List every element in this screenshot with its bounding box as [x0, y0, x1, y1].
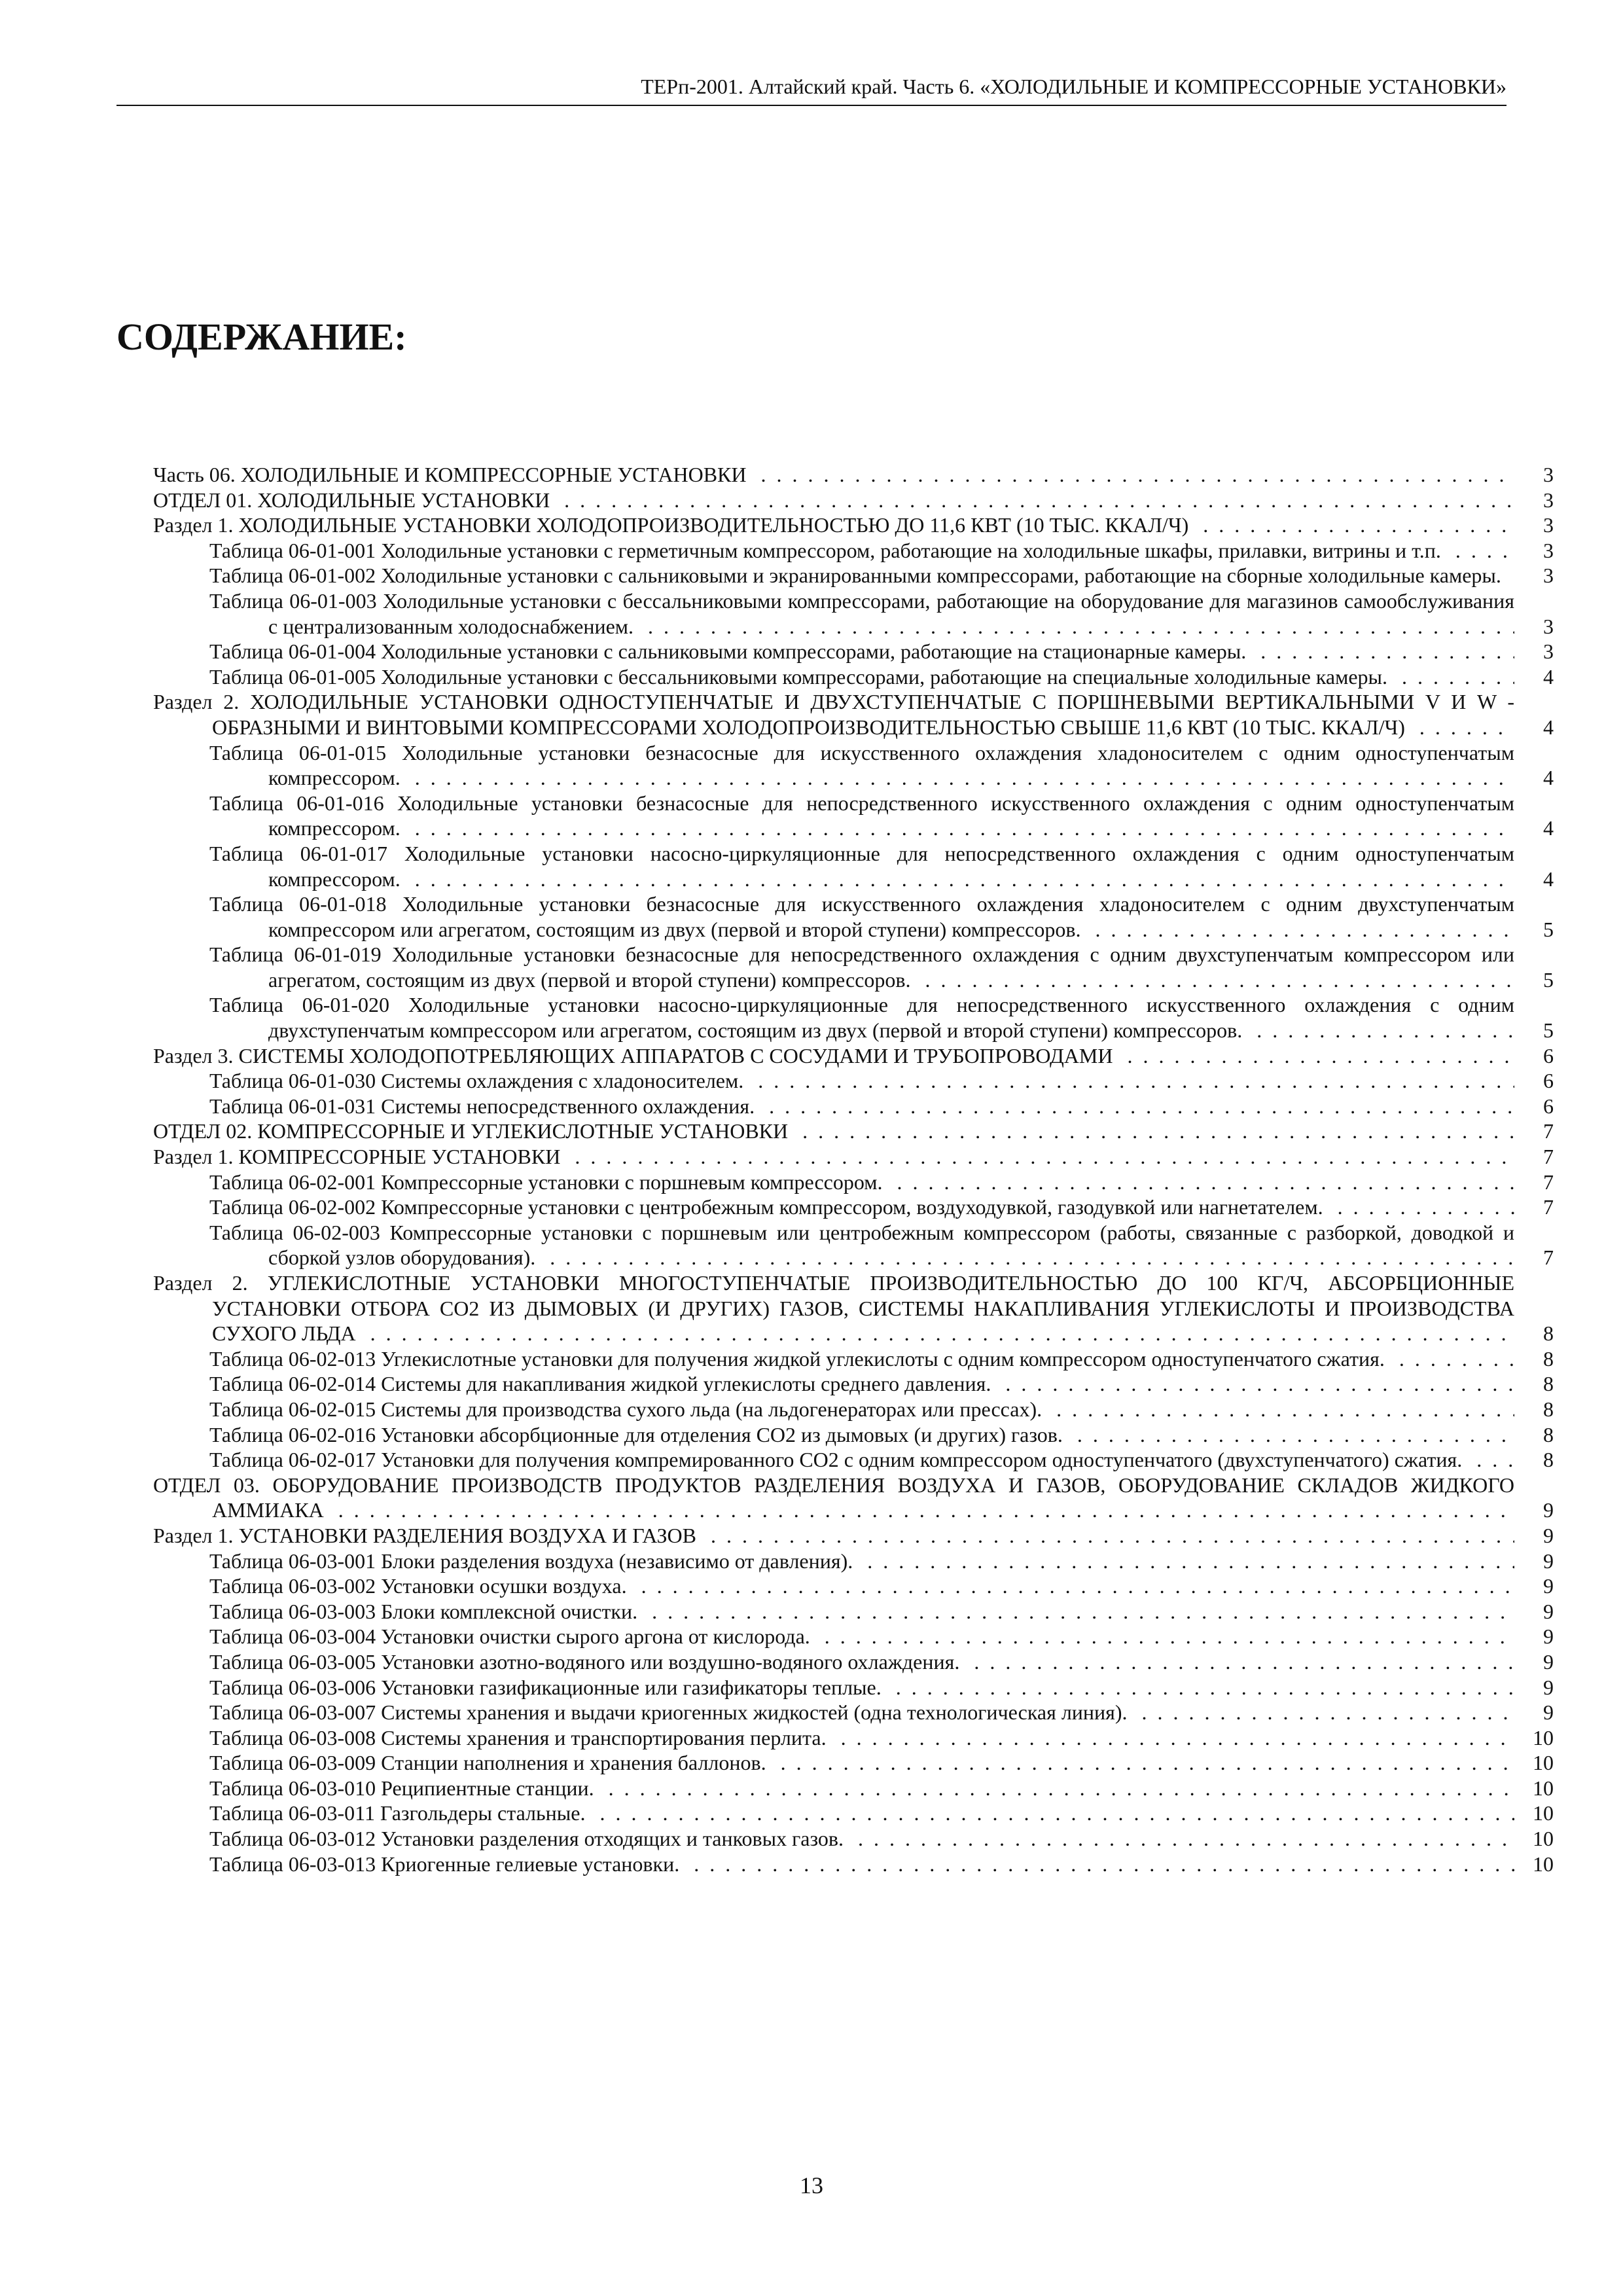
toc-entry-title: Таблица 06-03-008 Системы хранения и транспортирования перлита.	[209, 1726, 830, 1749]
toc-entry-page: 6	[1543, 1069, 1554, 1093]
toc-table-entry[interactable]	[153, 942, 1554, 992]
toc-table-entry[interactable]	[153, 664, 1554, 690]
toc-entry-page: 7	[1543, 1170, 1554, 1194]
toc-entry-title: Таблица 06-02-002 Компрессорные установки с центробежным компрессором, воздуходувкой, газодувкой или нагнетателем.	[209, 1195, 1327, 1219]
toc-table-entry[interactable]	[153, 1750, 1554, 1776]
toc-entry-page: 5	[1543, 1018, 1554, 1043]
toc-table-entry[interactable]	[153, 1801, 1554, 1826]
toc-table-entry[interactable]	[153, 992, 1554, 1043]
toc-entry-title: Таблица 06-01-001 Холодильные установки с герметичным компрессором, работающие на холодильные шкафы, прилавки, витрины и т.п.	[209, 539, 1445, 562]
toc-entry-page: 9	[1543, 1549, 1554, 1573]
toc-entry-title: Таблица 06-01-018 Холодильные установки безнасосные для искусственного охлаждения хладоносителем с одним двухступенчатым компрессором или агрегатом, состоящим из двух (первой и второй ступени) компрессоров.	[209, 892, 1514, 941]
toc-section-entry[interactable]	[153, 462, 1554, 488]
toc-entry-page: 7	[1543, 1195, 1554, 1219]
toc-table-entry[interactable]	[153, 791, 1554, 841]
toc-entry-title: Таблица 06-03-010 Реципиентные станции.	[209, 1776, 598, 1800]
toc-entry-page: 10	[1533, 1776, 1554, 1800]
toc-table-entry[interactable]	[153, 563, 1554, 588]
toc-entry-title: Таблица 06-02-001 Компрессорные установки с поршневым компрессором.	[209, 1170, 887, 1194]
toc-entry-page: 3	[1543, 513, 1554, 537]
toc-entry-page: 3	[1543, 614, 1554, 638]
toc-entry-page: 8	[1543, 1321, 1554, 1346]
toc-table-entry[interactable]	[153, 1725, 1554, 1751]
toc-entry-page: 9	[1543, 1624, 1554, 1649]
toc-entry-page: 3	[1543, 463, 1554, 486]
toc-entry-title: Таблица 06-03-004 Установки очистки сырого аргона от кислорода.	[209, 1624, 814, 1648]
toc-section-entry[interactable]	[153, 689, 1554, 740]
toc-table-entry[interactable]	[153, 1068, 1554, 1094]
toc-section-entry[interactable]	[153, 512, 1554, 538]
toc-section-entry[interactable]	[153, 1119, 1554, 1144]
toc-entry-title: Таблица 06-01-031 Системы непосредственного охлаждения.	[209, 1094, 758, 1118]
toc-entry-title: Таблица 06-02-014 Системы для накапливания жидкой углекислоты среднего давления.	[209, 1372, 995, 1395]
toc-table-entry[interactable]	[153, 1624, 1554, 1649]
toc-table-entry[interactable]	[153, 1700, 1554, 1725]
toc-entry-page: 3	[1543, 538, 1554, 562]
toc-table-entry[interactable]	[153, 1397, 1554, 1422]
toc-table-entry[interactable]	[153, 1170, 1554, 1195]
toc-table-entry[interactable]	[153, 1776, 1554, 1801]
toc-section-entry[interactable]	[153, 1144, 1554, 1170]
toc-entry-page: 8	[1543, 1372, 1554, 1396]
toc-table-entry[interactable]	[153, 891, 1554, 942]
toc-entry-title: Таблица 06-02-015 Системы для производства сухого льда (на льдогенераторах или прессах).	[209, 1397, 1046, 1421]
toc-entry-page: 9	[1543, 1675, 1554, 1699]
toc-entry-title: Таблица 06-01-030 Системы охлаждения с хладоносителем.	[209, 1069, 747, 1092]
toc-entry-title: Раздел 1. УСТАНОВКИ РАЗДЕЛЕНИЯ ВОЗДУХА И ГАЗОВ	[153, 1524, 700, 1547]
toc-entry-page: 4	[1543, 766, 1554, 790]
toc-table-entry[interactable]	[153, 1549, 1554, 1574]
toc-entry-page: 7	[1543, 1119, 1554, 1143]
toc-entry-page: 8	[1543, 1397, 1554, 1421]
toc-entry-page: 5	[1543, 917, 1554, 941]
toc-entry-page: 4	[1543, 867, 1554, 891]
toc-entry-page: 3	[1543, 564, 1554, 588]
toc-entry-page: 9	[1543, 1599, 1554, 1623]
toc-table-entry[interactable]	[153, 538, 1554, 564]
toc-entry-title: Раздел 2. ХОЛОДИЛЬНЫЕ УСТАНОВКИ ОДНОСТУПЕНЧАТЫЕ И ДВУХСТУПЕНЧАТЫЕ С ПОРШНЕВЫМИ ВЕРТИКАЛЬНЫМИ V И W - ОБРАЗНЫМИ И ВИНТОВЫМИ КОМПРЕССОРАМИ ХОЛОДОПРОИЗВОДИТЕЛЬНОСТЬЮ СВЫШЕ 11,6 КВТ (10 ТЫС. ККАЛ/Ч)	[153, 690, 1514, 739]
toc-entry-title: Таблица 06-01-020 Холодильные установки насосно-циркуляционные для непосредственного искусственного охлаждения с одним двухступенчатым компрессором или агрегатом, состоящим из двух (первой и второй ступени) компрессоров.	[209, 993, 1514, 1043]
running-header: ТЕРп-2001. Алтайский край. Часть 6. «ХОЛОДИЛЬНЫЕ И КОМПРЕССОРНЫЕ УСТАНОВКИ»	[641, 75, 1507, 98]
toc-table-entry[interactable]	[153, 1194, 1554, 1220]
toc-entry-title: Таблица 06-01-005 Холодильные установки с бессальниковыми компрессорами, работающие на специальные холодильные камеры.	[209, 665, 1391, 689]
toc-entry-page: 8	[1543, 1422, 1554, 1446]
toc-entry-title: ОТДЕЛ 03. ОБОРУДОВАНИЕ ПРОИЗВОДСТВ ПРОДУКТОВ РАЗДЕЛЕНИЯ ВОЗДУХА И ГАЗОВ, ОБОРУДОВАНИЕ СКЛАДОВ ЖИДКОГО АММИАКА	[153, 1473, 1514, 1522]
toc-section-entry[interactable]	[153, 1270, 1554, 1346]
toc-entry-title: Таблица 06-03-006 Установки газификационные или газификаторы теплые.	[209, 1676, 885, 1699]
toc-entry-page: 8	[1543, 1346, 1554, 1371]
toc-entry-page: 10	[1533, 1827, 1554, 1851]
toc-table-entry[interactable]	[153, 841, 1554, 891]
toc-entry-page: 9	[1543, 1498, 1554, 1522]
toc-entry-title: Таблица 06-03-003 Блоки комплексной очистки.	[209, 1600, 641, 1623]
toc-entry-title: Таблица 06-02-017 Установки для получения компремированного СО2 с одним компрессором одноступенчатого (двухступенчатого) сжатия.	[209, 1448, 1466, 1471]
toc-table-entry[interactable]	[153, 1852, 1554, 1877]
table-of-contents	[153, 462, 1554, 1876]
toc-table-entry[interactable]	[153, 588, 1554, 639]
toc-entry-page: 9	[1543, 1574, 1554, 1598]
toc-entry-title: Таблица 06-01-015 Холодильные установки безнасосные для искусственного охлаждения хладоносителем с одним одноступенчатым компрессором.	[209, 740, 1514, 790]
toc-entry-title: ОТДЕЛ 02. КОМПРЕССОРНЫЕ И УГЛЕКИСЛОТНЫЕ УСТАНОВКИ	[153, 1119, 792, 1143]
toc-table-entry[interactable]	[153, 1220, 1554, 1270]
page-number: 13	[800, 2172, 823, 2198]
toc-entry-title: Таблица 06-02-016 Установки абсорбционные для отделения СО2 из дымовых (и других) газов.	[209, 1423, 1067, 1446]
toc-entry-page: 5	[1543, 967, 1554, 992]
toc-entry-page: 6	[1543, 1094, 1554, 1118]
toc-table-entry[interactable]	[153, 1371, 1554, 1397]
toc-entry-title: Раздел 1. ХОЛОДИЛЬНЫЕ УСТАНОВКИ ХОЛОДОПРОИЗВОДИТЕЛЬНОСТЬЮ ДО 11,6 КВТ (10 ТЫС. ККАЛ/Ч)	[153, 513, 1192, 537]
toc-table-entry[interactable]	[153, 1675, 1554, 1700]
toc-table-entry[interactable]	[153, 1573, 1554, 1599]
toc-entry-page: 7	[1543, 1246, 1554, 1270]
toc-table-entry[interactable]	[153, 1649, 1554, 1675]
toc-entry-page: 10	[1533, 1852, 1554, 1876]
toc-heading: СОДЕРЖАНИЕ:	[116, 315, 407, 358]
toc-entry-page: 4	[1543, 816, 1554, 840]
toc-section-entry[interactable]	[153, 1043, 1554, 1069]
toc-entry-title: Таблица 06-01-017 Холодильные установки насосно-циркуляционные для непосредственного охлаждения с одним одноступенчатым компрессором.	[209, 841, 1514, 891]
toc-table-entry[interactable]	[153, 639, 1554, 664]
toc-entry-title: ОТДЕЛ 01. ХОЛОДИЛЬНЫЕ УСТАНОВКИ	[153, 488, 554, 512]
toc-entry-page: 4	[1543, 715, 1554, 739]
toc-table-entry[interactable]	[153, 1346, 1554, 1372]
toc-section-entry[interactable]	[153, 1473, 1554, 1523]
toc-entry-title: Таблица 06-01-019 Холодильные установки безнасосные для непосредственного охлаждения с одним двухступенчатым компрессором или агрегатом, состоящим из двух (первой и второй ступени) компрессоров.	[209, 942, 1514, 992]
toc-table-entry[interactable]	[153, 1422, 1554, 1448]
toc-entry-page: 7	[1543, 1145, 1554, 1169]
toc-entry-page: 10	[1533, 1725, 1554, 1749]
toc-entry-page: 10	[1533, 1751, 1554, 1775]
toc-table-entry[interactable]	[153, 1447, 1554, 1473]
toc-entry-title: Таблица 06-03-005 Установки азотно-водяного или воздушно-водяного охлаждения.	[209, 1650, 963, 1674]
toc-entry-title: Раздел 3. СИСТЕМЫ ХОЛОДОПОТРЕБЛЯЮЩИХ АППАРАТОВ С СОСУДАМИ И ТРУБОПРОВОДАМИ	[153, 1044, 1116, 1067]
toc-entry-title: Таблица 06-01-002 Холодильные установки с сальниковыми и экранированными компрессорами, работающие на сборные холодильные камеры.	[209, 564, 1505, 587]
toc-entry-title: Таблица 06-02-013 Углекислотные установки для получения жидкой углекислоты с одним компрессором одноступенчатого сжатия.	[209, 1347, 1389, 1371]
header-rule	[116, 105, 1507, 106]
toc-entry-page: 10	[1533, 1801, 1554, 1825]
toc-entry-title: Часть 06. ХОЛОДИЛЬНЫЕ И КОМПРЕССОРНЫЕ УСТАНОВКИ	[153, 463, 750, 486]
toc-entry-title: Таблица 06-03-007 Системы хранения и выдачи криогенных жидкостей (одна технологическая линия).	[209, 1700, 1132, 1724]
toc-entry-title: Раздел 2. УГЛЕКИСЛОТНЫЕ УСТАНОВКИ МНОГОСТУПЕНЧАТЫЕ ПРОИЗВОДИТЕЛЬНОСТЬЮ ДО 100 КГ/Ч, АБСОРБЦИОННЫЕ УСТАНОВКИ ОТБОРА СО2 ИЗ ДЫМОВЫХ (И ДРУГИХ) ГАЗОВ, СИСТЕМЫ НАКАПЛИВАНИЯ УГЛЕКИСЛОТЫ И ПРОИЗВОДСТВА СУХОГО ЛЬДА	[153, 1271, 1514, 1346]
toc-table-entry[interactable]	[153, 1826, 1554, 1852]
toc-entry-page: 9	[1543, 1523, 1554, 1547]
toc-entry-title: Раздел 1. КОМПРЕССОРНЫЕ УСТАНОВКИ	[153, 1145, 564, 1168]
toc-entry-title: Таблица 06-01-004 Холодильные установки с сальниковыми компрессорами, работающие на стационарные камеры.	[209, 639, 1250, 663]
toc-table-entry[interactable]	[153, 740, 1554, 791]
toc-entry-title: Таблица 06-01-003 Холодильные установки с бессальниковыми компрессорами, работающие на оборудование для магазинов самообслуживания с централизованным холодоснабжением.	[209, 588, 1514, 638]
toc-entry-title: Таблица 06-01-016 Холодильные установки безнасосные для непосредственного искусственного охлаждения с одним одноступенчатым компрессором.	[209, 791, 1514, 840]
toc-entry-title: Таблица 06-03-009 Станции наполнения и хранения баллонов.	[209, 1751, 770, 1774]
toc-entry-title: Таблица 06-02-003 Компрессорные установки с поршневым или центробежным компрессором (работы, связанные с разборкой, доводкой и сборкой узлов оборудования).	[209, 1220, 1514, 1270]
toc-entry-page: 8	[1543, 1448, 1554, 1472]
toc-entry-page: 9	[1543, 1700, 1554, 1725]
toc-entry-page: 9	[1543, 1649, 1554, 1674]
toc-table-entry[interactable]	[153, 1599, 1554, 1624]
toc-section-entry[interactable]	[153, 1523, 1554, 1549]
toc-entry-page: 4	[1543, 664, 1554, 689]
toc-table-entry[interactable]	[153, 1094, 1554, 1119]
toc-entry-page: 3	[1543, 488, 1554, 512]
toc-entry-title: Таблица 06-03-013 Криогенные гелиевые установки.	[209, 1852, 683, 1876]
toc-entry-page: 6	[1543, 1043, 1554, 1067]
toc-section-entry[interactable]	[153, 488, 1554, 513]
toc-entry-title: Таблица 06-03-012 Установки разделения отходящих и танковых газов.	[209, 1827, 847, 1850]
toc-entry-page: 3	[1543, 639, 1554, 664]
toc-entry-title: Таблица 06-03-011 Газгольдеры стальные.	[209, 1801, 589, 1825]
toc-entry-title: Таблица 06-03-002 Установки осушки воздуха.	[209, 1574, 631, 1598]
toc-entry-title: Таблица 06-03-001 Блоки разделения воздуха (независимо от давления).	[209, 1549, 857, 1573]
